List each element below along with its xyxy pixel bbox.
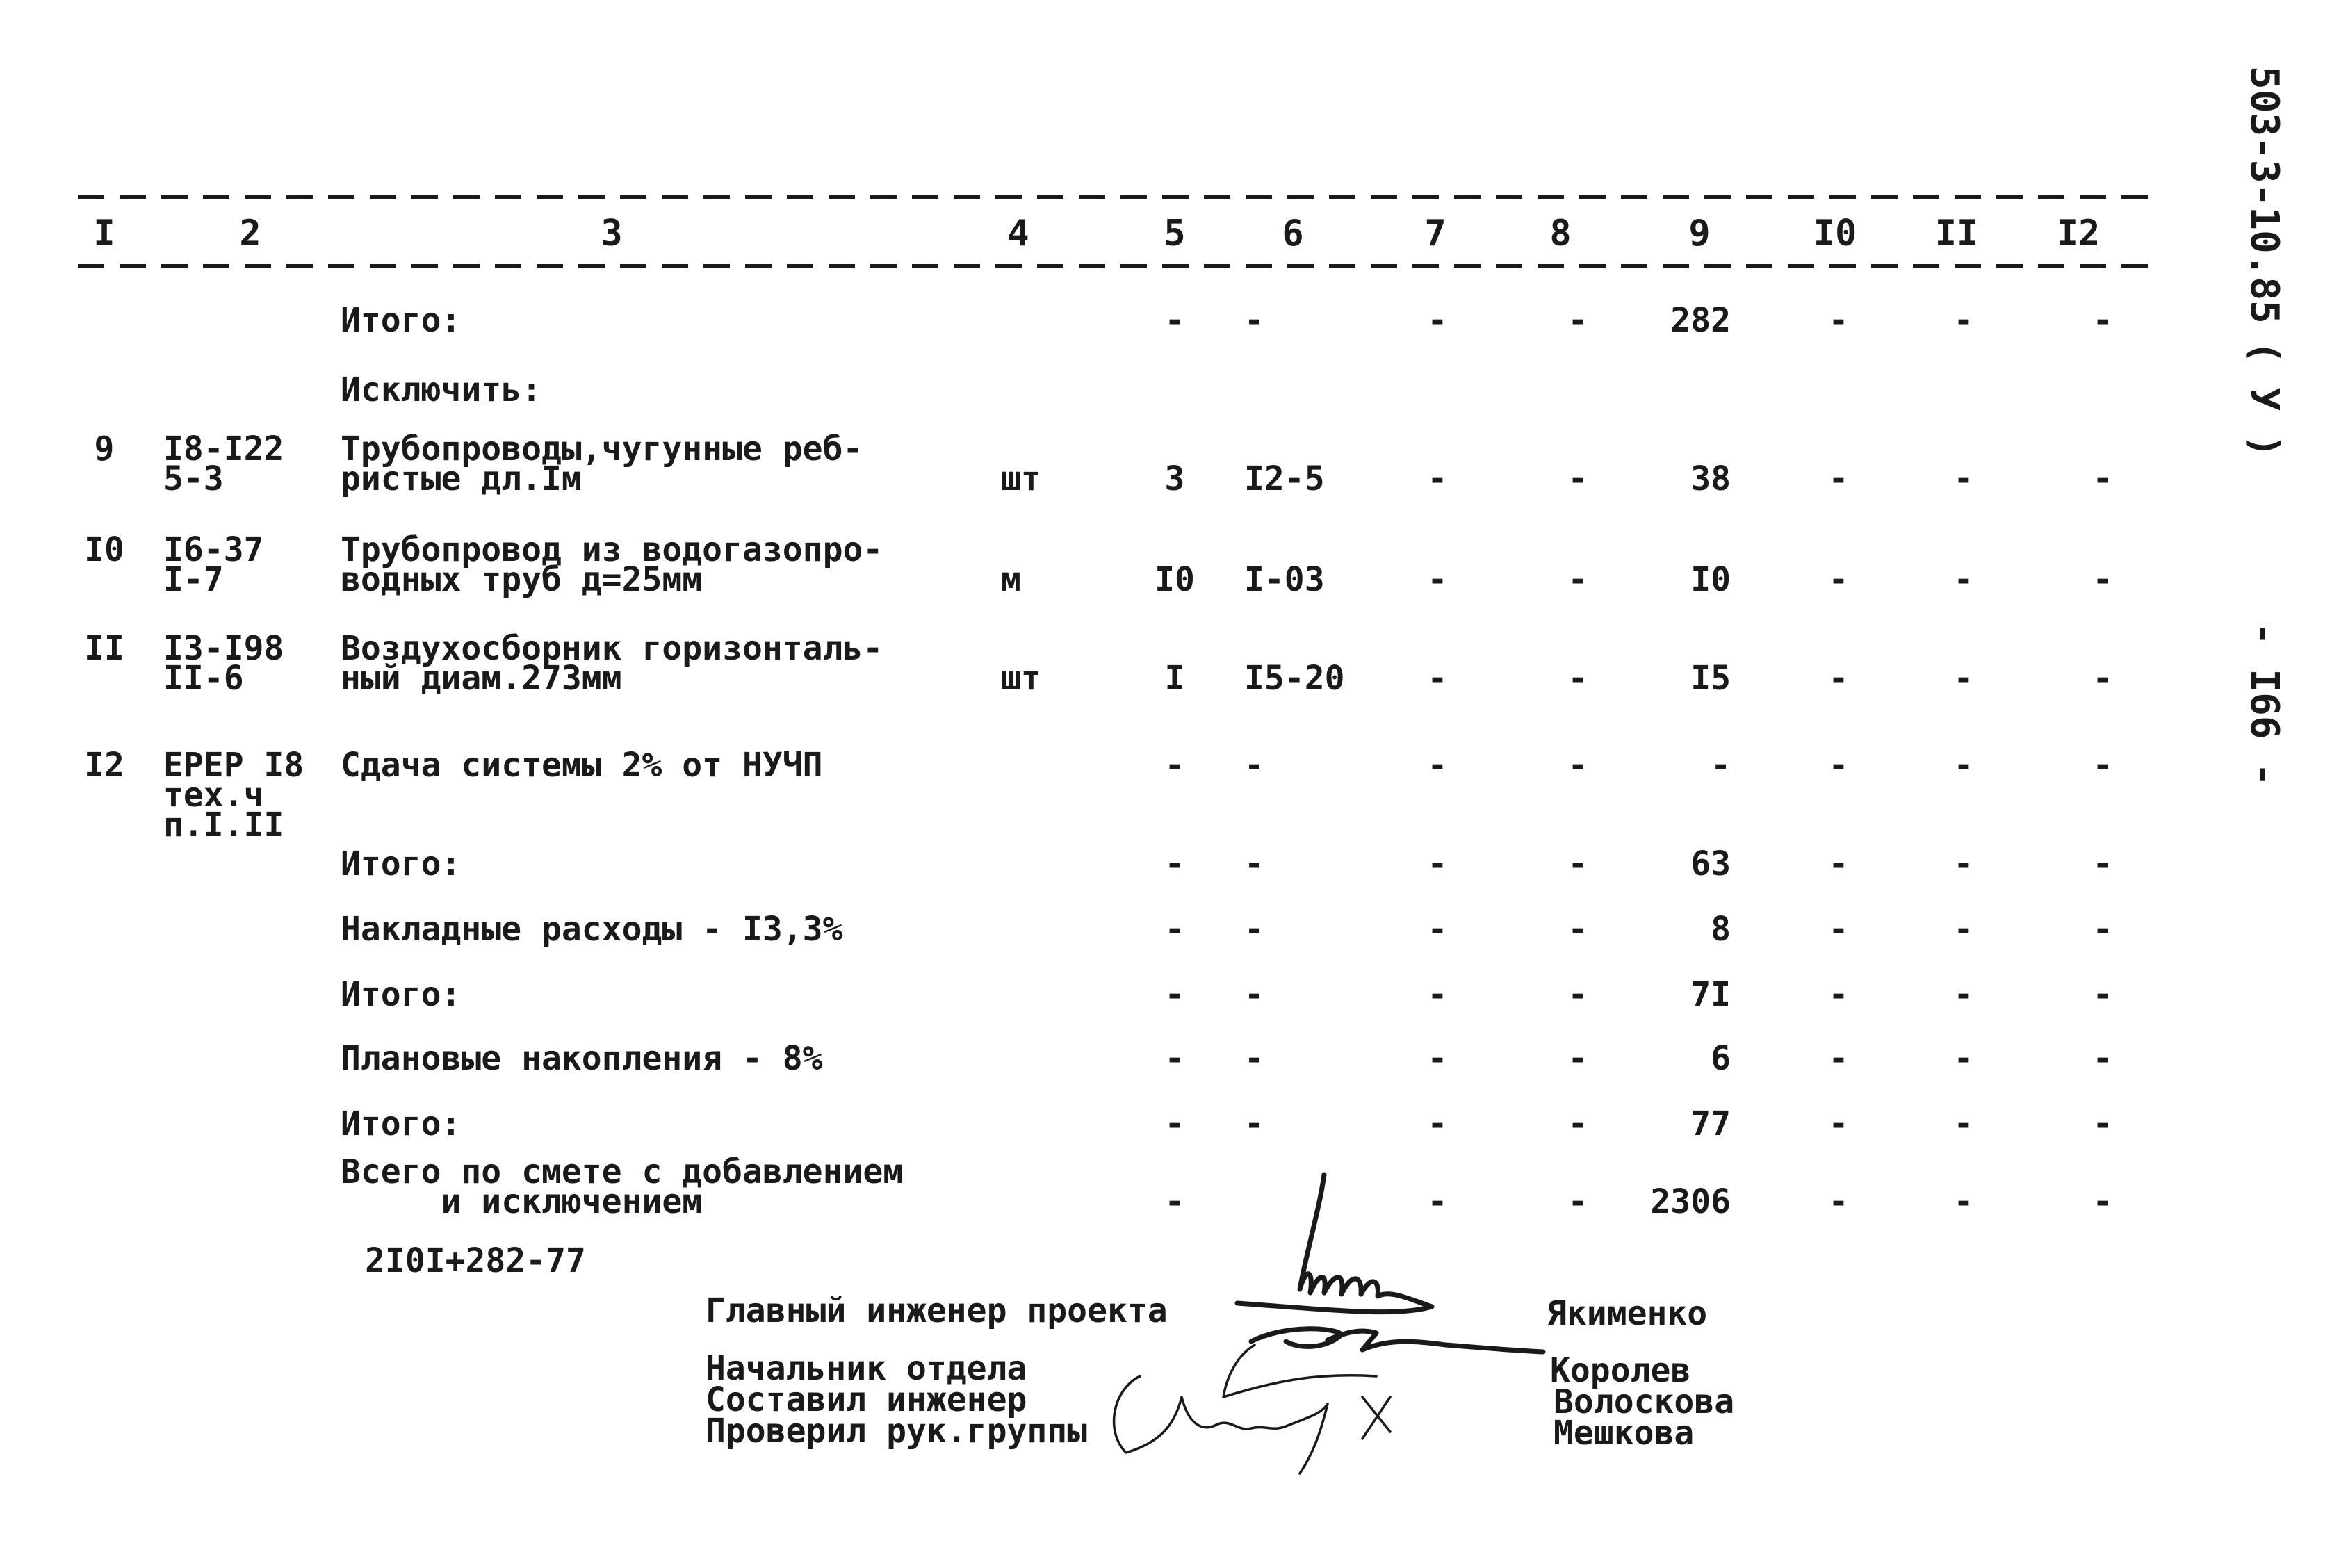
cell-col-7: - — [1427, 301, 1448, 340]
cell-col-10: - — [1828, 301, 1849, 340]
col-1-header: I — [93, 213, 115, 254]
col-2-header: 2 — [239, 213, 261, 254]
cell-col-5: - — [1164, 975, 1185, 1014]
cell-col-3: Итого: — [341, 844, 462, 883]
cell-col-3: Итого: — [341, 1104, 462, 1143]
signature-stroke-4 — [1114, 1376, 1390, 1473]
cell-col-5: - — [1164, 301, 1185, 340]
col-12-header: I2 — [2056, 213, 2101, 254]
cell-col-12: - — [2092, 910, 2113, 949]
cell-col-6: - — [1244, 746, 1264, 785]
cell-col-8: - — [1567, 746, 1588, 785]
cell-col-7: - — [1427, 1182, 1448, 1221]
cell-col-11: - — [1953, 301, 1974, 340]
cell-col-8: - — [1567, 1039, 1588, 1078]
cell-col-10: - — [1828, 1039, 1849, 1078]
cell-col-9: 282 — [1670, 301, 1731, 340]
cell-col-9: - — [1711, 746, 1731, 785]
cell-col-6: I5-20 — [1244, 659, 1345, 698]
cell-col-6: - — [1244, 1039, 1264, 1078]
cell-col-12: - — [2092, 560, 2113, 599]
total-formula: 2I0I+282-77 — [365, 1241, 586, 1280]
cell-col-1: 9 — [94, 430, 115, 468]
cell-col-12: - — [2092, 1104, 2113, 1143]
cell-col-12: - — [2092, 844, 2113, 883]
col-4-header: 4 — [1007, 213, 1029, 254]
cell-col-10: - — [1828, 659, 1849, 698]
cell-col-9: 8 — [1711, 910, 1731, 949]
col-6-header: 6 — [1282, 213, 1304, 254]
signature-stroke-2 — [1251, 1329, 1543, 1352]
cell-col-1: II — [84, 629, 124, 668]
cell-col-5: - — [1164, 1104, 1185, 1143]
handwritten-signatures — [1098, 1168, 1585, 1494]
cell-col-12: - — [2092, 1182, 2113, 1221]
document-code: 503-3-10.85 — [2242, 66, 2287, 324]
cell-col-10: - — [1828, 560, 1849, 599]
signature-stroke-3 — [1223, 1345, 1376, 1397]
cell-col-11: - — [1953, 1182, 1974, 1221]
cell-col-6: - — [1244, 301, 1264, 340]
cell-col-11: - — [1953, 659, 1974, 698]
cell-col-7: - — [1427, 910, 1448, 949]
cell-col-12: - — [2092, 659, 2113, 698]
cell-col-5: - — [1164, 746, 1185, 785]
cell-col-11: - — [1953, 844, 1974, 883]
cell-col-11: - — [1953, 560, 1974, 599]
cell-col-7: - — [1427, 560, 1448, 599]
cell-col-5: - — [1164, 1039, 1185, 1078]
cell-col-12: - — [2092, 1039, 2113, 1078]
cell-col-10: - — [1828, 1104, 1849, 1143]
cell-col-5: - — [1164, 910, 1185, 949]
col-5-header: 5 — [1164, 213, 1186, 254]
signature-role-3: Составил инженер — [706, 1380, 1027, 1419]
cell-col-6: - — [1244, 910, 1264, 949]
cell-col-9: I0 — [1690, 560, 1731, 599]
cell-col-9: 7I — [1690, 975, 1731, 1014]
page-number: - I66 - — [2242, 622, 2287, 787]
cell-col-6: I2-5 — [1244, 459, 1325, 498]
cell-col-4: м — [1001, 560, 1021, 599]
cell-col-3: Плановые накопления - 8% — [341, 1039, 823, 1078]
col-7-header: 7 — [1424, 213, 1446, 254]
cell-col-1: I2 — [84, 746, 124, 785]
cell-col-6: - — [1244, 844, 1264, 883]
col-11-header: II — [1934, 213, 1979, 254]
cell-col-4: шт — [1001, 459, 1041, 498]
cell-col-7: - — [1427, 975, 1448, 1014]
cell-col-11: - — [1953, 1104, 1974, 1143]
cell-col-9: 6 — [1711, 1039, 1731, 1078]
cell-col-8: - — [1567, 301, 1588, 340]
signature-role-4: Проверил рук.группы — [706, 1412, 1088, 1451]
cell-col-3: Исключить: — [341, 370, 541, 409]
cell-col-10: - — [1828, 910, 1849, 949]
cell-col-9: I5 — [1690, 659, 1731, 698]
cell-col-10: - — [1828, 975, 1849, 1014]
col-10-header: I0 — [1813, 213, 1857, 254]
cell-col-10: - — [1828, 459, 1849, 498]
cell-col-3: Воздухосборник горизонталь- ный диам.273мм — [341, 629, 883, 699]
cell-col-8: - — [1567, 910, 1588, 949]
cell-col-8: - — [1567, 975, 1588, 1014]
signature-name-2: Королев — [1550, 1351, 1691, 1390]
cell-col-9: 63 — [1690, 844, 1731, 883]
cell-col-5: 3 — [1164, 459, 1185, 498]
cell-col-1: I0 — [84, 530, 124, 569]
cell-col-10: - — [1828, 746, 1849, 785]
cell-col-6: I-03 — [1244, 560, 1325, 599]
cell-col-6: - — [1244, 1104, 1264, 1143]
cell-col-8: - — [1567, 659, 1588, 698]
cell-col-10: - — [1828, 844, 1849, 883]
cell-col-9: 77 — [1690, 1104, 1731, 1143]
cell-col-3: Трубопровод из водогазопро- водных труб д=25мм — [341, 530, 883, 600]
volume-mark: ( У ) — [2242, 341, 2287, 458]
cell-col-3: Накладные расходы - I3,3% — [341, 910, 843, 949]
signature-stroke-1 — [1237, 1175, 1432, 1312]
signature-name-1: Якименко — [1547, 1294, 1708, 1333]
cell-col-2: I8-I22 5-3 — [163, 430, 284, 499]
cell-col-3: Всего по смете с добавлением и исключением — [341, 1152, 904, 1222]
cell-col-7: - — [1427, 746, 1448, 785]
cell-col-3: Сдача системы 2% от НУЧП — [341, 746, 823, 785]
cell-col-11: - — [1953, 975, 1974, 1014]
cell-col-10: - — [1828, 1182, 1849, 1221]
cell-col-8: - — [1567, 459, 1588, 498]
cell-col-8: - — [1567, 1104, 1588, 1143]
cell-col-2: I3-I98 II-6 — [163, 629, 284, 699]
cell-col-8: - — [1567, 1182, 1588, 1221]
cell-col-7: - — [1427, 1104, 1448, 1143]
cell-col-3: Итого: — [341, 301, 462, 340]
cell-col-12: - — [2092, 975, 2113, 1014]
cell-col-4: шт — [1001, 659, 1041, 698]
cell-col-9: 38 — [1690, 459, 1731, 498]
cell-col-7: - — [1427, 844, 1448, 883]
cell-col-9: 2306 — [1650, 1182, 1731, 1221]
cell-col-12: - — [2092, 746, 2113, 785]
header-bottom-rule — [78, 264, 2163, 268]
col-9-header: 9 — [1688, 213, 1711, 254]
cell-col-8: - — [1567, 560, 1588, 599]
header-top-rule — [78, 195, 2163, 199]
cell-col-5: I0 — [1155, 560, 1195, 599]
signature-role-2: Начальник отдела — [706, 1349, 1027, 1388]
cell-col-7: - — [1427, 1039, 1448, 1078]
cell-col-3: Трубопроводы,чугунные реб- ристые дл.Iм — [341, 430, 863, 499]
cell-col-5: I — [1164, 659, 1185, 698]
signature-name-4: Мешкова — [1554, 1414, 1695, 1453]
cell-col-8: - — [1567, 844, 1588, 883]
signature-role-1: Главный инженер проекта — [706, 1291, 1168, 1330]
cell-col-5: - — [1164, 844, 1185, 883]
cell-col-2: I6-37 I-7 — [163, 530, 264, 600]
cell-col-11: - — [1953, 910, 1974, 949]
cell-col-5: - — [1164, 1182, 1185, 1221]
cell-col-12: - — [2092, 301, 2113, 340]
signature-name-3: Волоскова — [1554, 1382, 1735, 1421]
cell-col-3: Итого: — [341, 975, 462, 1014]
col-8-header: 8 — [1549, 213, 1572, 254]
col-3-header: 3 — [601, 213, 623, 254]
cell-col-7: - — [1427, 459, 1448, 498]
cell-col-11: - — [1953, 459, 1974, 498]
cell-col-6: - — [1244, 975, 1264, 1014]
cell-col-11: - — [1953, 1039, 1974, 1078]
cell-col-11: - — [1953, 746, 1974, 785]
cell-col-12: - — [2092, 459, 2113, 498]
cell-col-7: - — [1427, 659, 1448, 698]
cell-col-2: ЕРЕР I8 тех.ч п.I.II — [163, 746, 304, 845]
